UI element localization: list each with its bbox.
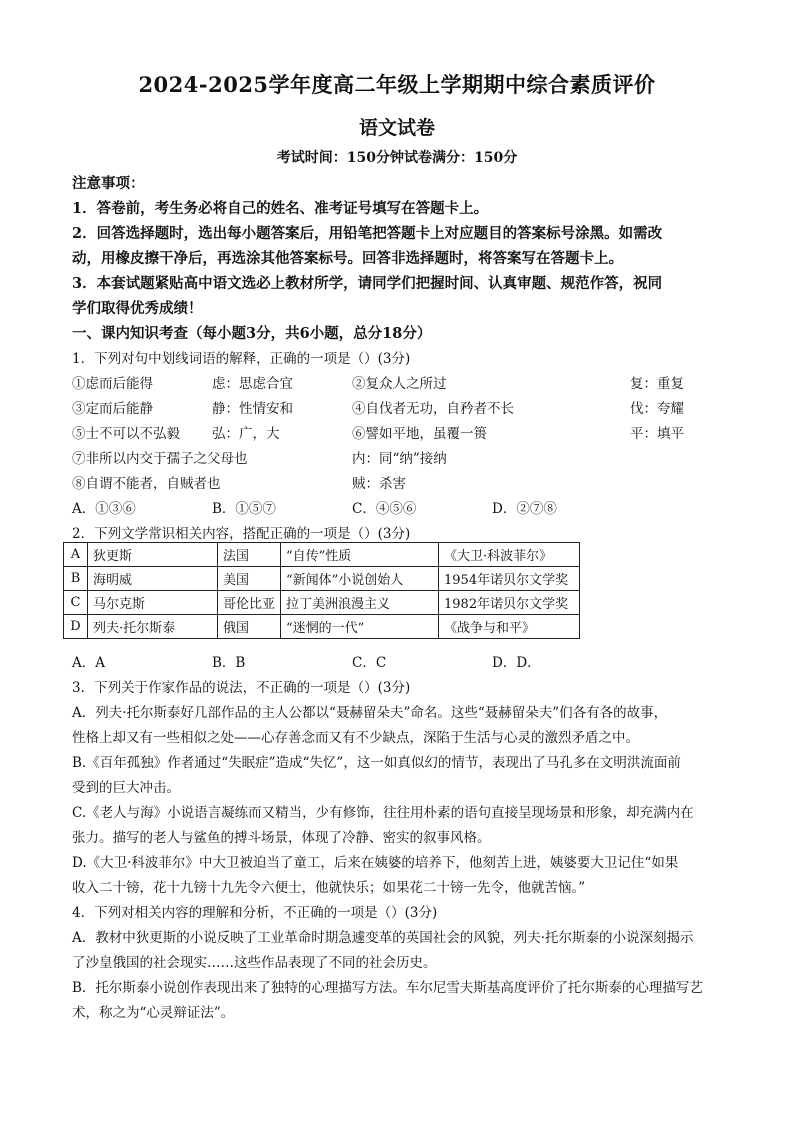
table-cell: 海明威 — [88, 567, 218, 591]
table-cell: 马尔克斯 — [88, 591, 218, 615]
notice-item: 2．回答选择题时，选出每小题答案后，用铅笔把答题卡上对应题目的答案标号涂黑。如需改 — [72, 225, 663, 242]
q1-item: ⑤士不可以不弘毅 — [72, 426, 180, 442]
table-cell: B — [64, 567, 88, 591]
exam-info: 考试时间：150分钟试卷满分：150分 — [276, 150, 518, 166]
literature-table — [63, 542, 580, 639]
q3-option-d[interactable]: D.《大卫·科波菲尔》中大卫被迫当了童工，后来在姨婆的培养下，他刻苦上进，姨婆要大卫记住“如果 — [72, 855, 679, 871]
q3-option-a-cont: 性格上却又有一些相似之处——心存善念而又有不少缺点，深陷于生活与心灵的激烈矛盾之中。 — [72, 730, 639, 746]
notice-item: 动，用橡皮擦干净后，再选涂其他答案标号。回答非选择题时，将答案写在答题卡上。 — [72, 250, 623, 267]
q3-option-a[interactable]: A．列夫·托尔斯泰好几部作品的主人公都以“聂赫留朵夫”命名。这些“聂赫留朵夫”们各有各的故事， — [72, 705, 668, 721]
q3-option-b[interactable]: B.《百年孤独》作者通过“失眠症”造成“失忆”，这一如真似幻的情节，表现出了马孔多在文明洪流面前 — [72, 755, 681, 771]
q1-gloss: 内：同“纳”接纳 — [352, 451, 447, 467]
q4-option-b-cont: 术，称之为“心灵辩证法”。 — [72, 1005, 235, 1021]
question-stem: 1．下列对句中划线词语的解释，正确的一项是（）(3分) — [72, 351, 411, 367]
question-stem: 2．下列文学常识相关内容，搭配正确的一项是（）(3分) — [72, 526, 411, 542]
q1-gloss: 平：填平 — [630, 426, 684, 442]
q1-option-b[interactable]: B．①⑤⑦ — [212, 501, 276, 517]
table-cell: “迷惘的一代” — [281, 615, 439, 639]
q1-option-c[interactable]: C．④⑤⑥ — [352, 501, 417, 517]
notice-item: 1．答卷前，考生务必将自己的姓名、准考证号填写在答题卡上。 — [72, 200, 489, 217]
q1-gloss: 伐：夸耀 — [630, 401, 684, 417]
q1-gloss: 静：性情安和 — [212, 401, 293, 417]
q4-option-a-cont: 了沙皇俄国的社会现实……这些作品表现了不同的社会历史。 — [72, 955, 437, 971]
table-cell: “新闻体”小说创始人 — [281, 567, 439, 591]
q3-option-b-cont: 受到的巨大冲击。 — [72, 780, 180, 796]
exam-title: 2024-2025学年度高二年级上学期期中综合素质评价 — [138, 72, 656, 97]
q2-option-d[interactable]: D．D． — [492, 655, 541, 671]
q1-item: ⑦非所以内交于孺子之父母也 — [72, 451, 248, 467]
q1-gloss: 贼：杀害 — [352, 476, 406, 492]
q2-option-c[interactable]: C．C — [352, 655, 387, 671]
table-cell: 列夫·托尔斯泰 — [88, 615, 218, 639]
table-row — [64, 591, 580, 615]
q1-option-d[interactable]: D．②⑦⑧ — [492, 501, 557, 517]
notice-item: 3．本套试题紧贴高中语文选必上教材所学，请同学们把握时间、认真审题、规范作答，祝同 — [72, 275, 663, 292]
notice-item: 学们取得优秀成绩！ — [72, 300, 203, 317]
q1-item: ①虑而后能得 — [72, 376, 153, 392]
table-cell: A — [64, 543, 88, 567]
question-stem: 3．下列关于作家作品的说法，不正确的一项是（）(3分) — [72, 680, 411, 696]
q1-item: ②复众人之所过 — [352, 376, 447, 392]
table-cell: 狄更斯 — [88, 543, 218, 567]
table-cell: 1954年诺贝尔文学奖 — [439, 567, 580, 591]
q1-item: ④自伐者无功，自矜者不长 — [352, 401, 514, 417]
table-cell: 《战争与和平》 — [439, 615, 580, 639]
q2-option-b[interactable]: B．B — [212, 655, 246, 671]
table-cell: D — [64, 615, 88, 639]
q1-gloss: 弘：广，大 — [212, 426, 280, 442]
q1-option-a[interactable]: A．①③⑥ — [72, 501, 136, 517]
table-cell: C — [64, 591, 88, 615]
table-cell: 法国 — [218, 543, 281, 567]
notice-heading: 注意事项： — [72, 175, 145, 192]
q1-item: ③定而后能静 — [72, 401, 153, 417]
exam-subtitle: 语文试卷 — [358, 117, 435, 139]
q4-option-b[interactable]: B．托尔斯泰小说创作表现出来了独特的心理描写方法。车尔尼雪夫斯基高度评价了托尔斯泰的心理描写艺 — [72, 980, 703, 996]
q1-gloss: 复：重复 — [630, 376, 684, 392]
table-row — [64, 615, 580, 639]
q4-option-a[interactable]: A．教材中狄更斯的小说反映了工业革命时期急遽变革的英国社会的风貌，列夫·托尔斯泰的小说深刻揭示 — [72, 930, 694, 946]
q3-option-c-cont: 张力。描写的老人与鲨鱼的搏斗场景，体现了冷静、密实的叙事风格。 — [72, 830, 491, 846]
table-row — [64, 567, 580, 591]
q3-option-c[interactable]: C.《老人与海》小说语言凝练而又精当，少有修饰，往往用朴素的语句直接呈现场景和形象，却充满内在 — [72, 805, 694, 821]
q1-gloss: 虑：思虑合宜 — [212, 376, 293, 392]
q3-option-d-cont: 收入二十镑，花十九镑十九先令六便士，他就快乐；如果花二十镑一先令，他就苦恼。” — [72, 880, 586, 896]
table-cell: 俄国 — [218, 615, 281, 639]
table-cell: 1982年诺贝尔文学奖 — [439, 591, 580, 615]
table-cell: 《大卫·科波菲尔》 — [439, 543, 580, 567]
section-heading: 一、课内知识考查（每小题3分，共6小题，总分18分） — [72, 325, 432, 342]
table-cell: “自传”性质 — [281, 543, 439, 567]
table-cell: 美国 — [218, 567, 281, 591]
q1-item: ⑧自谓不能者，自贼者也 — [72, 476, 221, 492]
q1-item: ⑥譬如平地，虽覆一篑 — [352, 426, 487, 442]
table-cell: 哥伦比亚 — [218, 591, 281, 615]
table-cell: 拉丁美洲浪漫主义 — [281, 591, 439, 615]
q2-option-a[interactable]: A．A — [72, 655, 105, 671]
question-stem: 4．下列对相关内容的理解和分析，不正确的一项是（）(3分) — [72, 905, 438, 921]
table-row — [64, 543, 580, 567]
